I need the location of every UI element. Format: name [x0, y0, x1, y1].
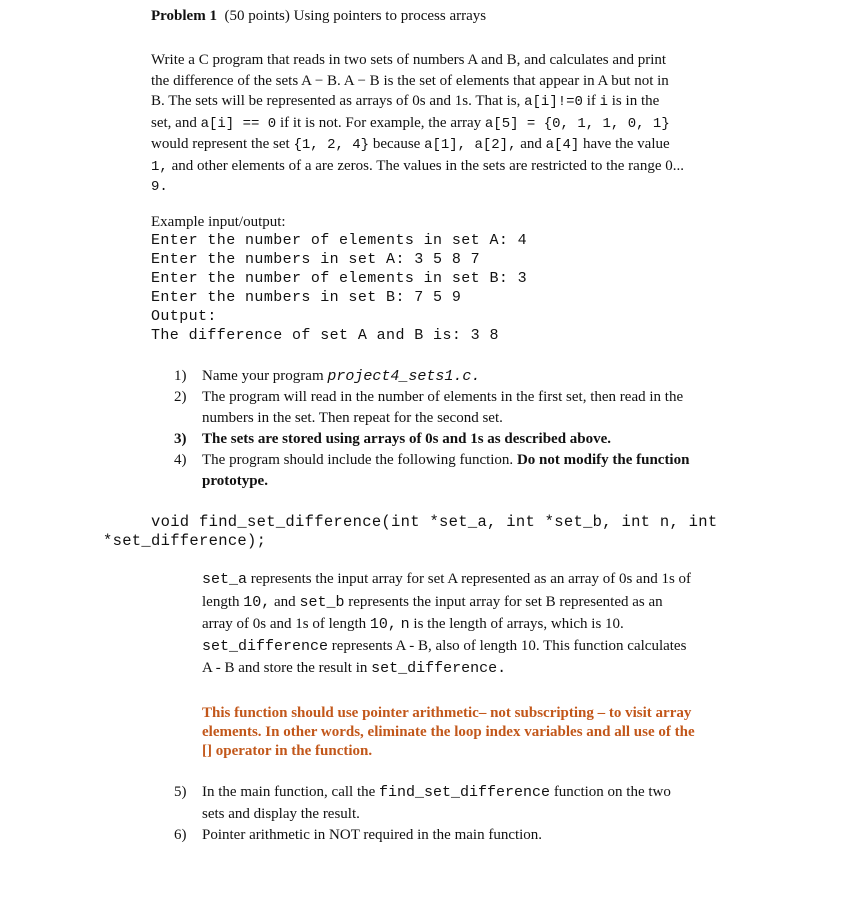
example-line: Enter the numbers in set B: 7 5 9	[151, 289, 462, 306]
example-line: Enter the number of elements in set B: 3	[151, 270, 528, 287]
intro-paragraph	[151, 50, 761, 198]
example-heading: Example input/output:	[151, 214, 286, 230]
example-line: Enter the number of elements in set A: 4	[151, 232, 528, 249]
intro-line-3: B. The sets will be represented as arrays of 0s and 1s. That is, a[i]!=0 if i is in the	[151, 93, 660, 110]
description-line-1: set_a represents the input array for set A represented as an array of 0s and 1s of	[202, 571, 692, 588]
example-line: Output:	[151, 308, 217, 325]
intro-line-4: set, and a[i] == 0 if it is not. For example, the array a[5] = {0, 1, 1, 0, 1}	[151, 114, 670, 132]
example-line: Enter the numbers in set A: 3 5 8 7	[151, 251, 481, 268]
warning-line-2: elements. In other words, eliminate the loop index variables and all use of the	[202, 724, 695, 740]
intro-line-7: 9.	[151, 179, 168, 195]
problem-subtitle: (50 points) Using pointers to process arrays	[224, 8, 487, 24]
problem-title	[151, 8, 486, 25]
description-line-4: set_difference represents A - B, also of length 10. This function calculates	[202, 638, 687, 655]
problem-label: Problem 1	[151, 8, 217, 24]
prototype-line-2: *set_difference);	[103, 532, 267, 550]
description-line-5: A - B and store the result in set_difference.	[202, 660, 507, 677]
description-line-3: array of 0s and 1s of length 10, n is the length of arrays, which is 10.	[202, 616, 624, 633]
intro-line-5: would represent the set {1, 2, 4} because a[1], a[2], and a[4] have the value	[151, 136, 670, 153]
warning-line-3: [] operator in the function.	[202, 743, 373, 759]
description-line-2: length 10, and set_b represents the input array for set B represented as an	[202, 594, 663, 611]
intro-line-2: the difference of the sets A − B. A − B is the set of elements that appear in A but not in	[151, 72, 669, 89]
intro-line-6: 1, and other elements of a are zeros. The values in the sets are restricted to the range 0...	[151, 157, 684, 175]
prototype-line-1: void find_set_difference(int *set_a, int *set_b, int n, int	[151, 513, 718, 531]
intro-line-1: Write a C program that reads in two sets of numbers A and B, and calculates and print	[151, 52, 667, 68]
warning-line-1: This function should use pointer arithmetic– not subscripting – to visit array	[202, 705, 692, 721]
example-line: The difference of set A and B is: 3 8	[151, 327, 499, 344]
